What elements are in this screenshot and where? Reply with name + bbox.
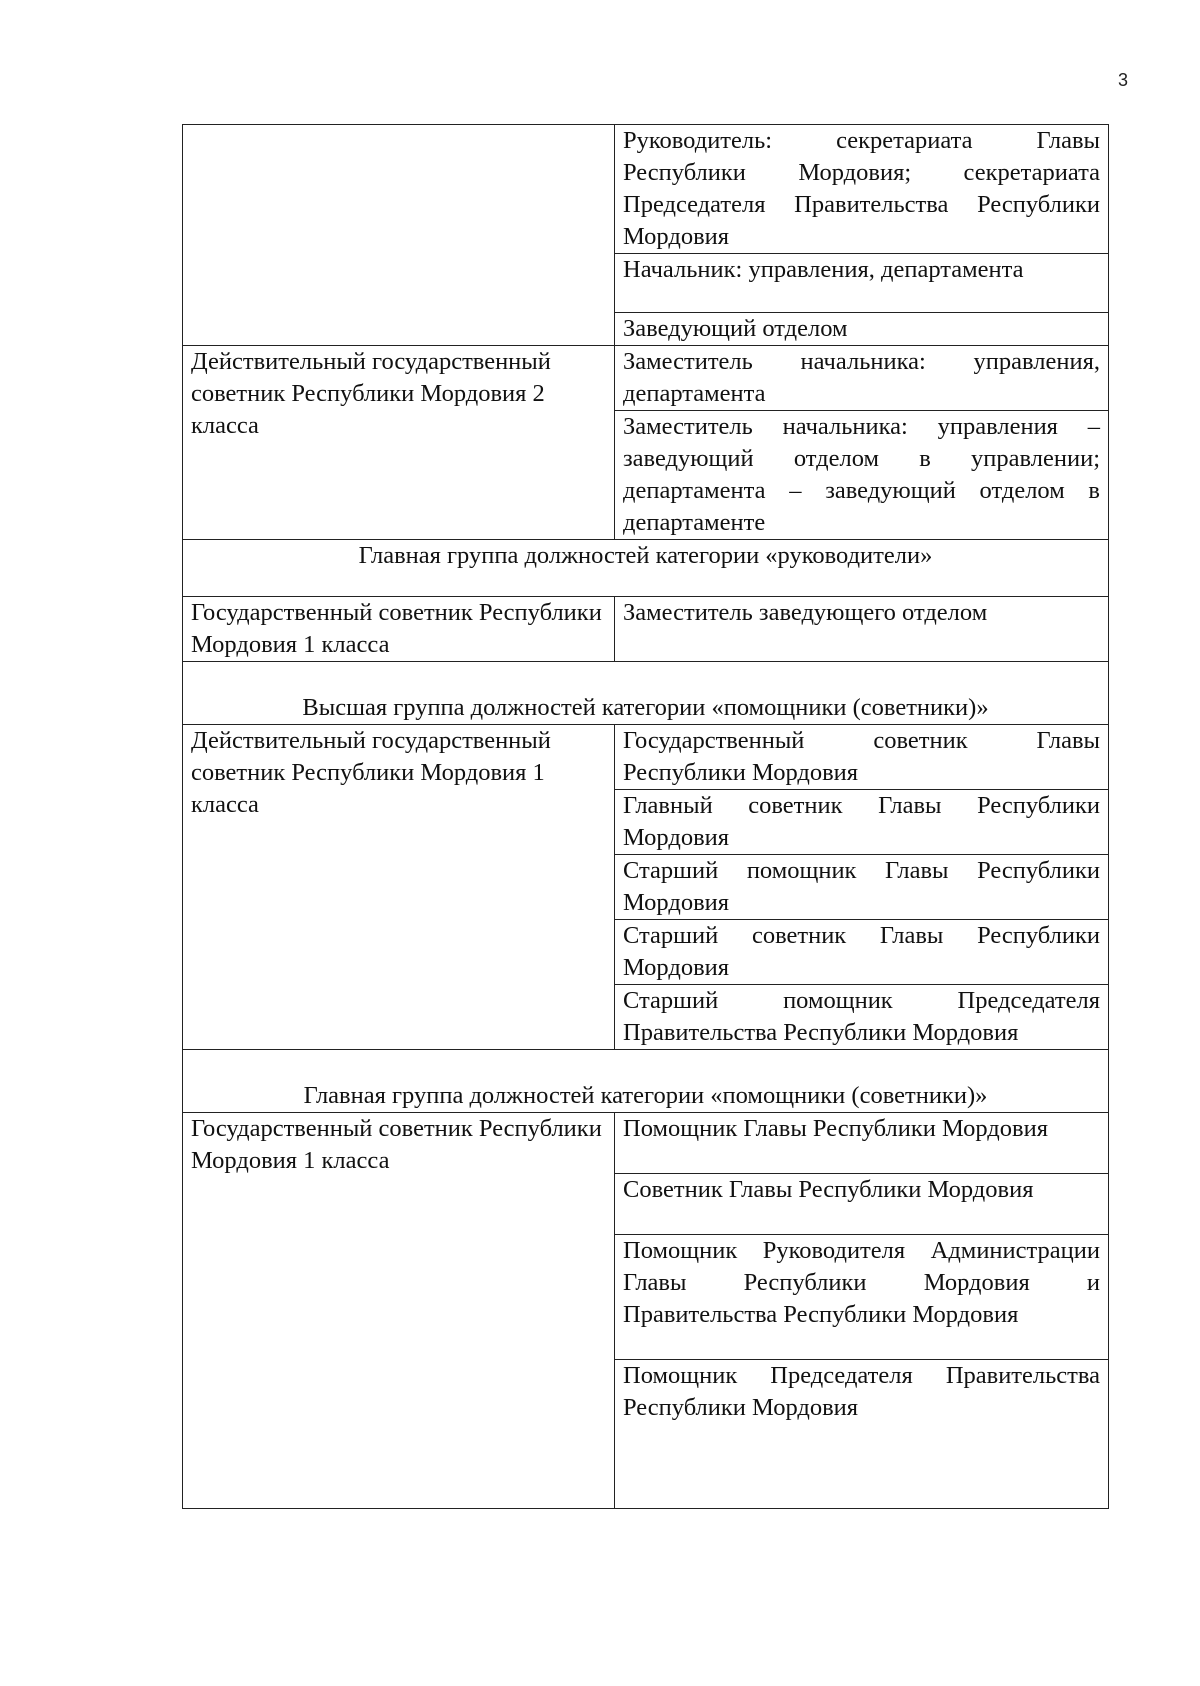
positions-table	[182, 124, 1109, 1509]
group-header: Главная группа должностей категории «помощники (советники)»	[183, 1050, 1109, 1113]
group-header: Главная группа должностей категории «руководители»	[183, 540, 1109, 597]
position-cell: Заместитель начальника: управления, департамента	[615, 346, 1109, 411]
group-header: Высшая группа должностей категории «помощники (советники)»	[183, 662, 1109, 725]
table-row	[183, 346, 1109, 411]
position-cell: Старший помощник Председателя Правительства Республики Мордовия	[615, 985, 1109, 1050]
position-cell: Заместитель заведующего отделом	[615, 597, 1109, 662]
position-cell: Старший помощник Главы Республики Мордовия	[615, 855, 1109, 920]
rank-cell: Действительный государственный советник Республики Мордовия 2 класса	[183, 346, 615, 540]
rank-cell: Государственный советник Республики Мордовия 1 класса	[183, 1113, 615, 1509]
position-cell: Советник Главы Республики Мордовия	[615, 1174, 1109, 1235]
position-cell: Начальник: управления, департамента	[615, 254, 1109, 313]
position-cell: Заместитель начальника: управления – заведующий отделом в управлении; департамента – заведующий отделом в департаменте	[615, 411, 1109, 540]
position-cell: Руководитель: секретариата Главы Республики Мордовия; секретариата Председателя Правительства Республики Мордовия	[615, 125, 1109, 254]
position-cell: Помощник Председателя Правительства Республики Мордовия	[615, 1360, 1109, 1509]
table-row	[183, 1113, 1109, 1174]
group-header-row	[183, 1050, 1109, 1113]
position-cell: Заведующий отделом	[615, 313, 1109, 346]
page-number: 3	[1118, 70, 1129, 90]
rank-cell: Государственный советник Республики Мордовия 1 класса	[183, 597, 615, 662]
table-row	[183, 725, 1109, 790]
position-cell: Главный советник Главы Республики Мордовия	[615, 790, 1109, 855]
table-row	[183, 125, 1109, 254]
position-cell: Помощник Главы Республики Мордовия	[615, 1113, 1109, 1174]
rank-cell	[183, 125, 615, 346]
table-row	[183, 597, 1109, 662]
position-cell: Помощник Руководителя Администрации Главы Республики Мордовия и Правительства Республики Мордовия	[615, 1235, 1109, 1360]
group-header-row	[183, 540, 1109, 597]
position-cell: Государственный советник Главы Республики Мордовия	[615, 725, 1109, 790]
group-header-row	[183, 662, 1109, 725]
position-cell: Старший советник Главы Республики Мордовия	[615, 920, 1109, 985]
rank-cell: Действительный государственный советник Республики Мордовия 1 класса	[183, 725, 615, 1050]
